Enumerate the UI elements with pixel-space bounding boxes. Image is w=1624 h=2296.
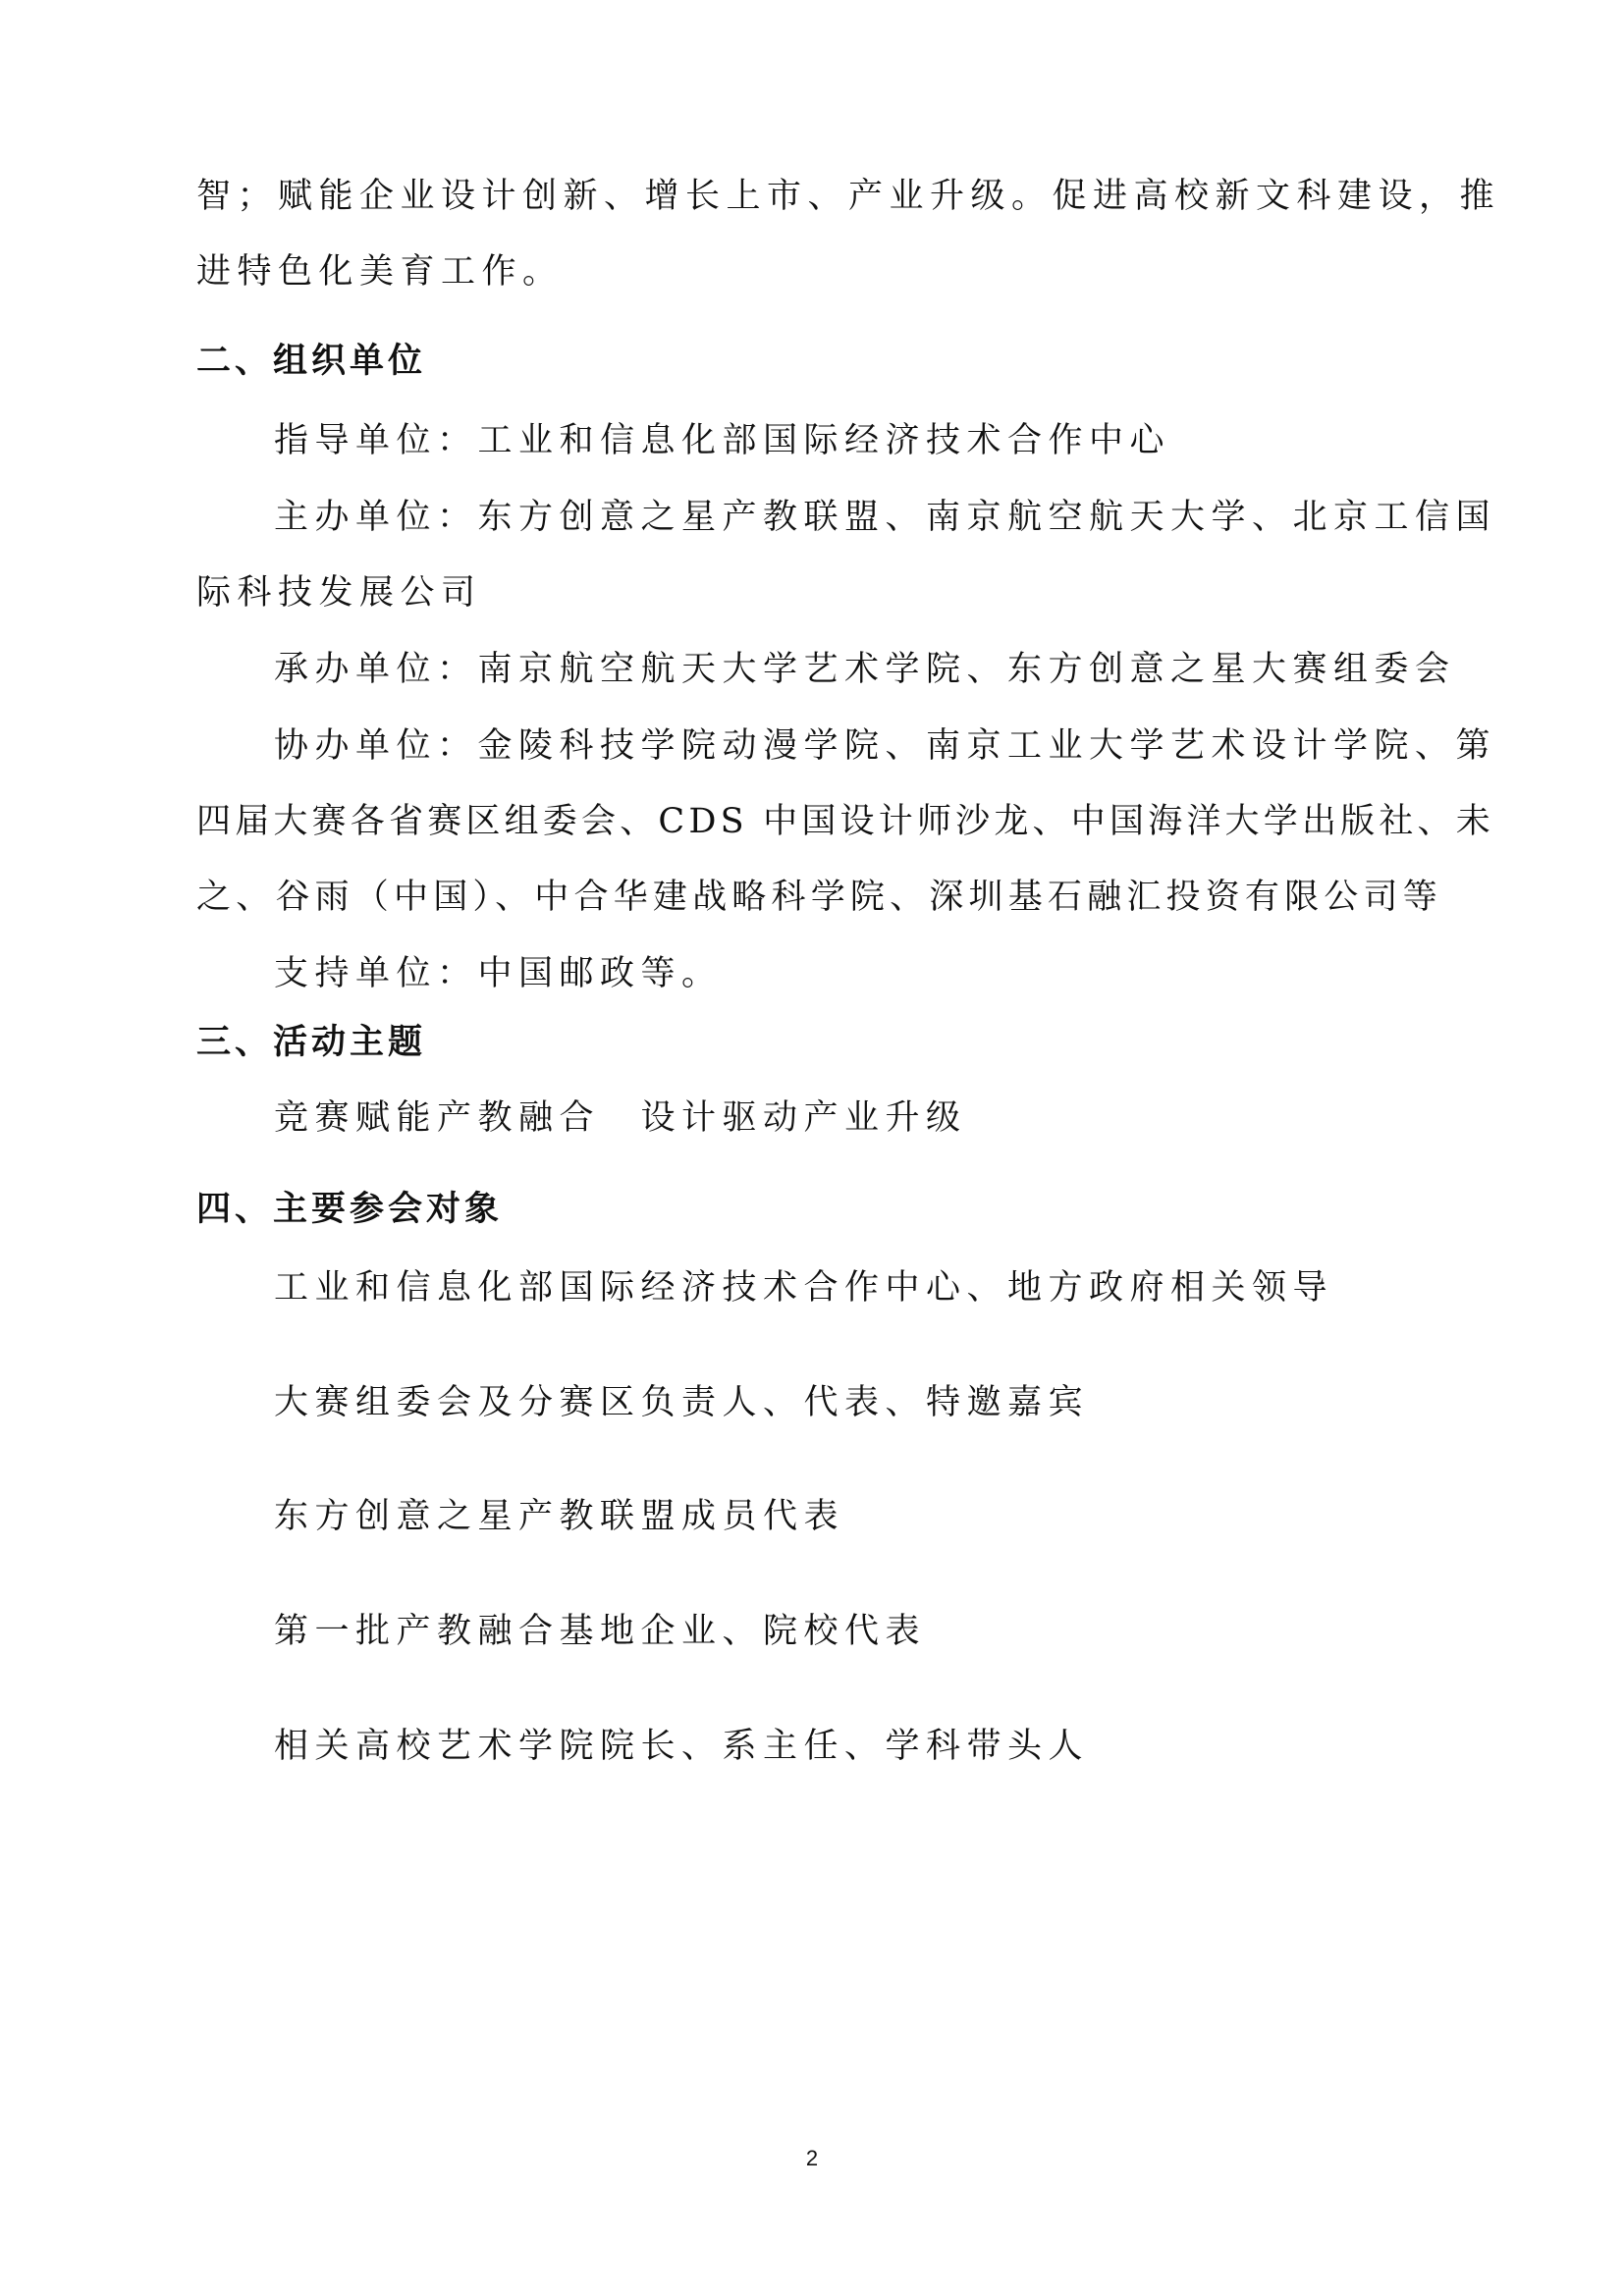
- attendee-item: 东方创意之星产教联盟成员代表: [274, 1497, 845, 1536]
- attendee-item: 第一批产教融合基地企业、院校代表: [274, 1612, 927, 1651]
- co-organizer-line-3: 之、谷雨（中国）、中合华建战略科学院、深圳基石融汇投资有限公司等: [196, 878, 1442, 917]
- attendee-item: 工业和信息化部国际经济技术合作中心、地方政府相关领导: [274, 1268, 1334, 1308]
- section-heading-attendees: 四、主要参会对象: [196, 1190, 504, 1229]
- attendee-item: 大赛组委会及分赛区负责人、代表、特邀嘉宾: [274, 1383, 1090, 1422]
- intro-line-1: 智；赋能企业设计创新、增长上市、产业升级。促进高校新文科建设，推: [196, 177, 1501, 216]
- attendee-item: 相关高校艺术学院院长、系主任、学科带头人: [274, 1727, 1090, 1766]
- supporter-unit: 支持单位：中国邮政等。: [274, 954, 723, 993]
- section-heading-organizers: 二、组织单位: [196, 342, 427, 381]
- host-unit-line-1: 主办单位：东方创意之星产教联盟、南京航空航天大学、北京工信国: [274, 498, 1497, 537]
- organizer-unit: 承办单位：南京航空航天大学艺术学院、东方创意之星大赛组委会: [274, 650, 1456, 689]
- intro-line-2: 进特色化美育工作。: [196, 252, 564, 292]
- page-number: 2: [805, 2146, 819, 2170]
- activity-theme: 竞赛赋能产教融合 设计驱动产业升级: [274, 1098, 967, 1138]
- section-heading-theme: 三、活动主题: [196, 1023, 427, 1062]
- co-organizer-line-1: 协办单位：金陵科技学院动漫学院、南京工业大学艺术设计学院、第: [274, 726, 1497, 766]
- host-unit-line-2: 际科技发展公司: [196, 573, 482, 613]
- co-organizer-line-2: 四届大赛各省赛区组委会、CDS 中国设计师沙龙、中国海洋大学出版社、未: [196, 802, 1494, 841]
- guiding-unit: 指导单位：工业和信息化部国际经济技术合作中心: [274, 421, 1171, 460]
